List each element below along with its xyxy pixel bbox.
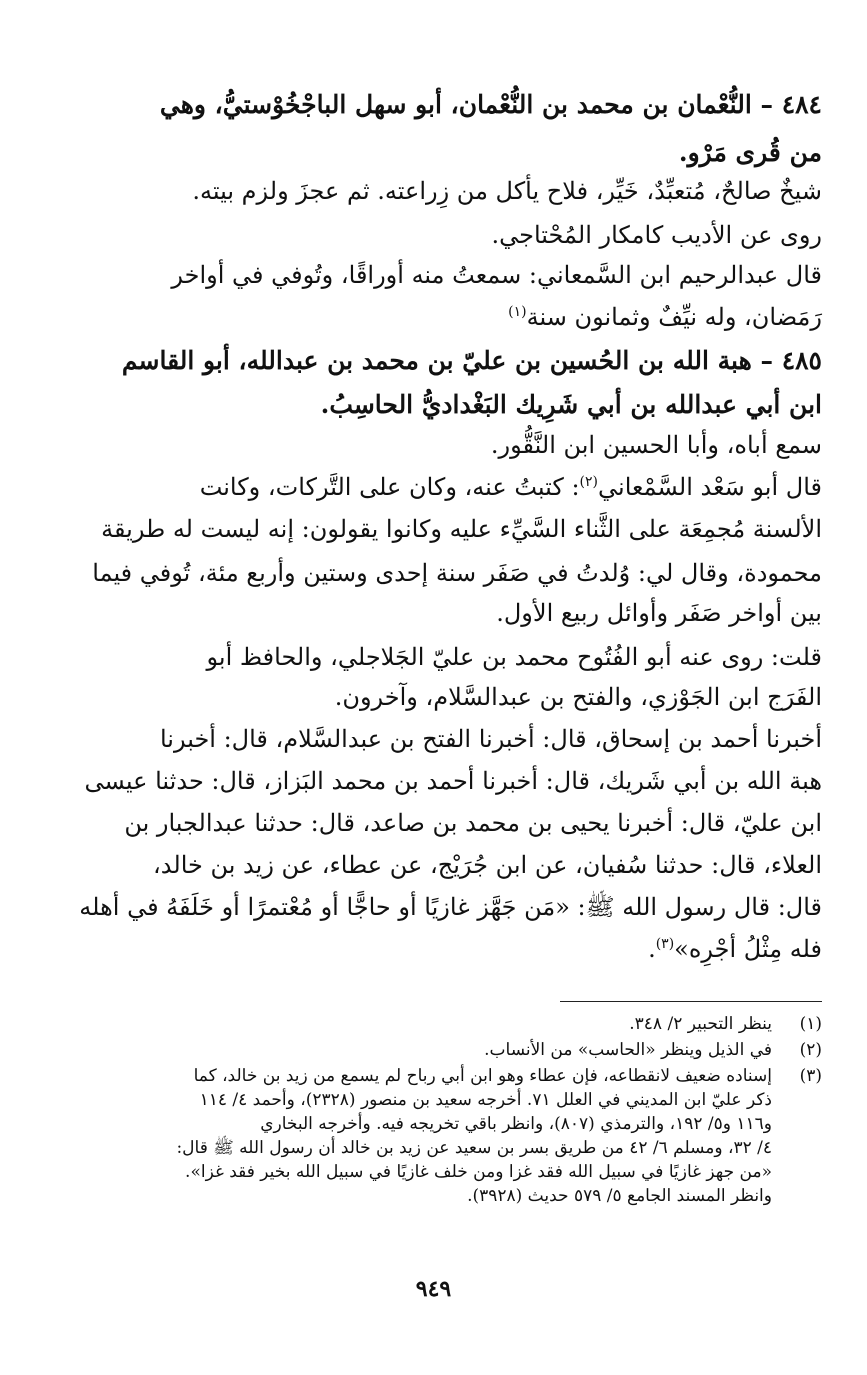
entry-485-text-line: هبة الله بن أبي شَريك، قال: أخبرنا أحمد بن محمد البَزاز، قال: حدثنا عيسى — [84, 767, 822, 795]
footnote-number: (١) — [799, 1014, 822, 1034]
entry-485-text-line: قال: قال رسول الله ﷺ: «مَن جَهَّز غازيًا أو حاجًّا أو مُعْتمرًا أو خَلَفَهُ في أهله — [79, 893, 822, 921]
entry-485-text-line: أخبرنا أحمد بن إسحاق، قال: أخبرنا الفتح بن عبدالسَّلام، قال: أخبرنا — [159, 725, 822, 753]
footnote-marker: (١) — [508, 304, 527, 320]
footnote-text: إسناده ضعيف لانقطاعه، فإن عطاء وهو ابن أبي رباح لم يسمع من زيد بن خالد، كما — [193, 1066, 772, 1086]
entry-484-heading-line-1: ٤٨٤ – النُّعْمان بن محمد بن النُّعْمان، أبو سهل الباجْخُوْستيُّ، وهي — [159, 90, 822, 119]
footnote-1 — [74, 1012, 822, 1036]
footnote-divider — [560, 1001, 822, 1002]
entry-485-heading-line-2: ابن أبي عبدالله بن أبي شَرِيك البَغْداديُّ الحاسِبُ. — [320, 390, 822, 419]
footnote-text: ٤/ ٣٢، ومسلم ٦/ ٤٢ من طريق بسر بن سعيد عن زيد بن خالد أن رسول الله ﷺ قال: — [176, 1138, 772, 1158]
entry-484-text-line — [74, 300, 822, 334]
footnote-text: و١١٦ و٥/ ١٩٢، والترمذي (٨٠٧)، وانظر باقي تخريجه فيه. وأخرجه البخاري — [260, 1114, 772, 1134]
entry-485-text-line: محمودة، وقال لي: وُلدتُ في صَفَر سنة إحدى وستين وأربع مئة، تُوفي فيما — [92, 559, 822, 587]
entry-484-heading-line-2: من قُرى مَرْو. — [678, 138, 822, 167]
footnote-number: (٢) — [799, 1040, 822, 1060]
entry-485-text-line — [74, 932, 822, 966]
entry-485-text-line: قلت: روى عنه أبو الفُتُوح محمد بن عليّ الجَلاجلي، والحافظ أبو — [206, 643, 822, 671]
footnote-text: وانظر المسند الجامع ٥/ ٥٧٩ حديث (٣٩٢٨). — [467, 1186, 772, 1206]
entry-485-text-line: سمع أباه، وأبا الحسين ابن النَّقُّور. — [490, 431, 822, 459]
footnote-text: في الذيل وينظر «الحاسب» من الأنساب. — [484, 1040, 772, 1060]
entry-485-text-line: ابن عليّ، قال: أخبرنا يحيى بن محمد بن صاعد، قال: حدثنا عبدالجبار بن — [124, 809, 822, 837]
entry-485-text-line: الألسنة مُجمِعَة على الثَّناء السَّيِّء عليه وكانوا يقولون: إنه ليست له طريقة — [101, 515, 822, 543]
entry-484-text: رَمَضان، وله نيِّفٌ وثمانون سنة — [526, 303, 822, 331]
entry-485-text: قال أبو سَعْد السَّمْعاني — [598, 473, 822, 501]
footnote-text: ذكر عليّ ابن المديني في العلل ٧١. أخرجه سعيد بن منصور (٢٣٢٨)، وأحمد ٤/ ١١٤ — [199, 1090, 772, 1110]
entry-485-text: . — [648, 935, 656, 963]
footnote-3 — [74, 1064, 822, 1208]
entry-485-text-line: بين أواخر صَفَر وأوائل ربيع الأول. — [496, 599, 822, 627]
entry-485-text-line: العلاء، قال: حدثنا سُفيان، عن ابن جُرَيْج، عن عطاء، عن زيد بن خالد، — [153, 851, 822, 879]
footnote-2 — [74, 1038, 822, 1062]
footnote-marker: (٣) — [655, 936, 675, 952]
entry-484-text-line: روى عن الأديب كامكار المُحْتاجي. — [491, 221, 822, 249]
entry-484-text-line: قال عبدالرحيم ابن السَّمعاني: سمعتُ منه أوراقًا، وتُوفي في أواخر — [171, 261, 822, 289]
entry-485-text-line — [74, 470, 822, 504]
footnote-number: (٣) — [799, 1066, 822, 1086]
page-number: ٩٤٩ — [415, 1276, 452, 1302]
entry-485-text-line: الفَرَج ابن الجَوْزي، والفتح بن عبدالسَّلام، وآخرون. — [334, 683, 822, 711]
footnote-marker: (٢) — [579, 474, 599, 490]
entry-485-text: : كتبتُ عنه، وكان على التَّركات، وكانت — [199, 473, 580, 501]
footnote-text: ينظر التحبير ٢/ ٣٤٨. — [629, 1014, 772, 1034]
footnote-text: «من جهز غازيًا في سبيل الله فقد غزا ومن خلف غازيًا في سبيل الله بخير فقد غزا». — [185, 1162, 772, 1182]
entry-485-text: فله مِثْلُ أجْرِه» — [674, 935, 822, 963]
entry-485-heading-line-1: ٤٨٥ – هبة الله بن الحُسين بن عليّ بن محمد بن عبدالله، أبو القاسم — [121, 346, 822, 375]
entry-484-text-line: شيخٌ صالحٌ، مُتعبِّدٌ، خَيِّر، فلاح يأكل من زِراعته. ثم عجزَ ولزم بيته. — [192, 177, 822, 205]
